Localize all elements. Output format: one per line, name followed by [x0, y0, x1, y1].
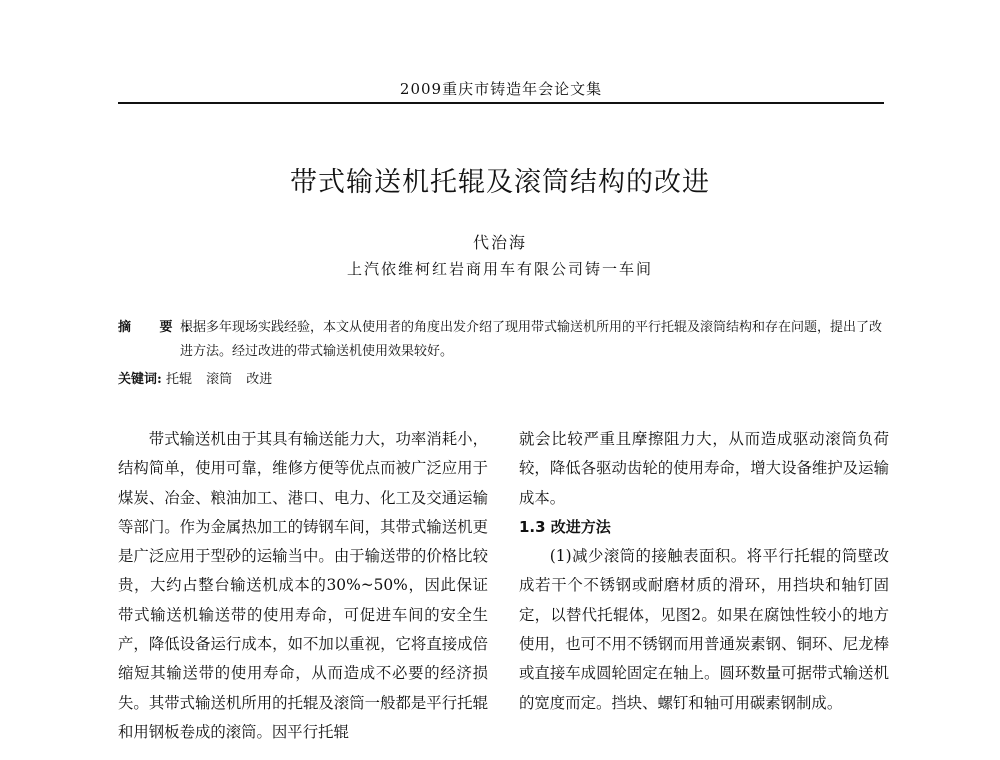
abstract-block [118, 316, 884, 364]
body-paragraph: 带式输送机由于其具有输送能力大，功率消耗小，结构简单，使用可靠，维修方便等优点而被广泛应用于煤炭、冶金、粮油加工、港口、电力、化工及交通运输等部门。作为金属热加工的铸钢车间，其带式输送机更是广泛应用于型砂的运输当中。由于输送带的价格比较贵，大约占整台输送机成本的30%~50%，因此保证带式输送机输送带的使用寿命，可促进车间的安全生产，降低设备运行成本，如不加以重视，它将直接成倍缩短其输送带的使用寿命，从而造成不必要的经济损失。其带式输送机所用的托辊及滚筒一般都是平行托辊和用钢板卷成的滚筒。因平行托辊 [118, 430, 488, 741]
keywords-label: 关键词: [118, 372, 162, 387]
abstract-text: 根据多年现场实践经验，本文从使用者的角度出发介绍了现用带式输送机所用的平行托辊及滚筒结构和存在问题，提出了改进方法。经过改进的带式输送机使用效果较好。 [180, 320, 883, 359]
article-title: 带式输送机托辊及滚筒结构的改进 [290, 167, 710, 198]
keywords-value: 托辊 滚筒 改进 [165, 372, 273, 387]
article-affiliation: 上汽依维柯红岩商用车有限公司铸一车间 [346, 260, 653, 278]
article-author: 代治海 [472, 233, 527, 252]
header-rule [118, 102, 884, 104]
body-right-column [519, 425, 889, 718]
running-header: 2009重庆市铸造年会论文集 [399, 80, 603, 98]
body-left-column [118, 425, 488, 747]
section-heading: 1.3 改进方法 [519, 517, 611, 536]
keywords-block [118, 370, 884, 390]
abstract-label: 摘 要: [118, 320, 202, 335]
body-paragraph-continuation: 就会比较严重且摩擦阻力大，从而造成驱动滚筒负荷较，降低各驱动齿轮的使用寿命，增大设备维护及运输成本。 [519, 430, 889, 507]
body-paragraph: (1)减少滚筒的接触表面积。将平行托辊的筒壁改成若干个不锈钢或耐磨材质的滑环，用挡块和轴钉固定，以替代托辊体，见图2。如果在腐蚀性较小的地方使用，也可不用不锈钢而用普通炭素钢、铜环、尼龙棒或直接车成圆轮固定在轴上。圆环数量可据带式输送机的宽度而定。挡块、螺钉和轴可用碳素钢制成。 [519, 547, 889, 712]
